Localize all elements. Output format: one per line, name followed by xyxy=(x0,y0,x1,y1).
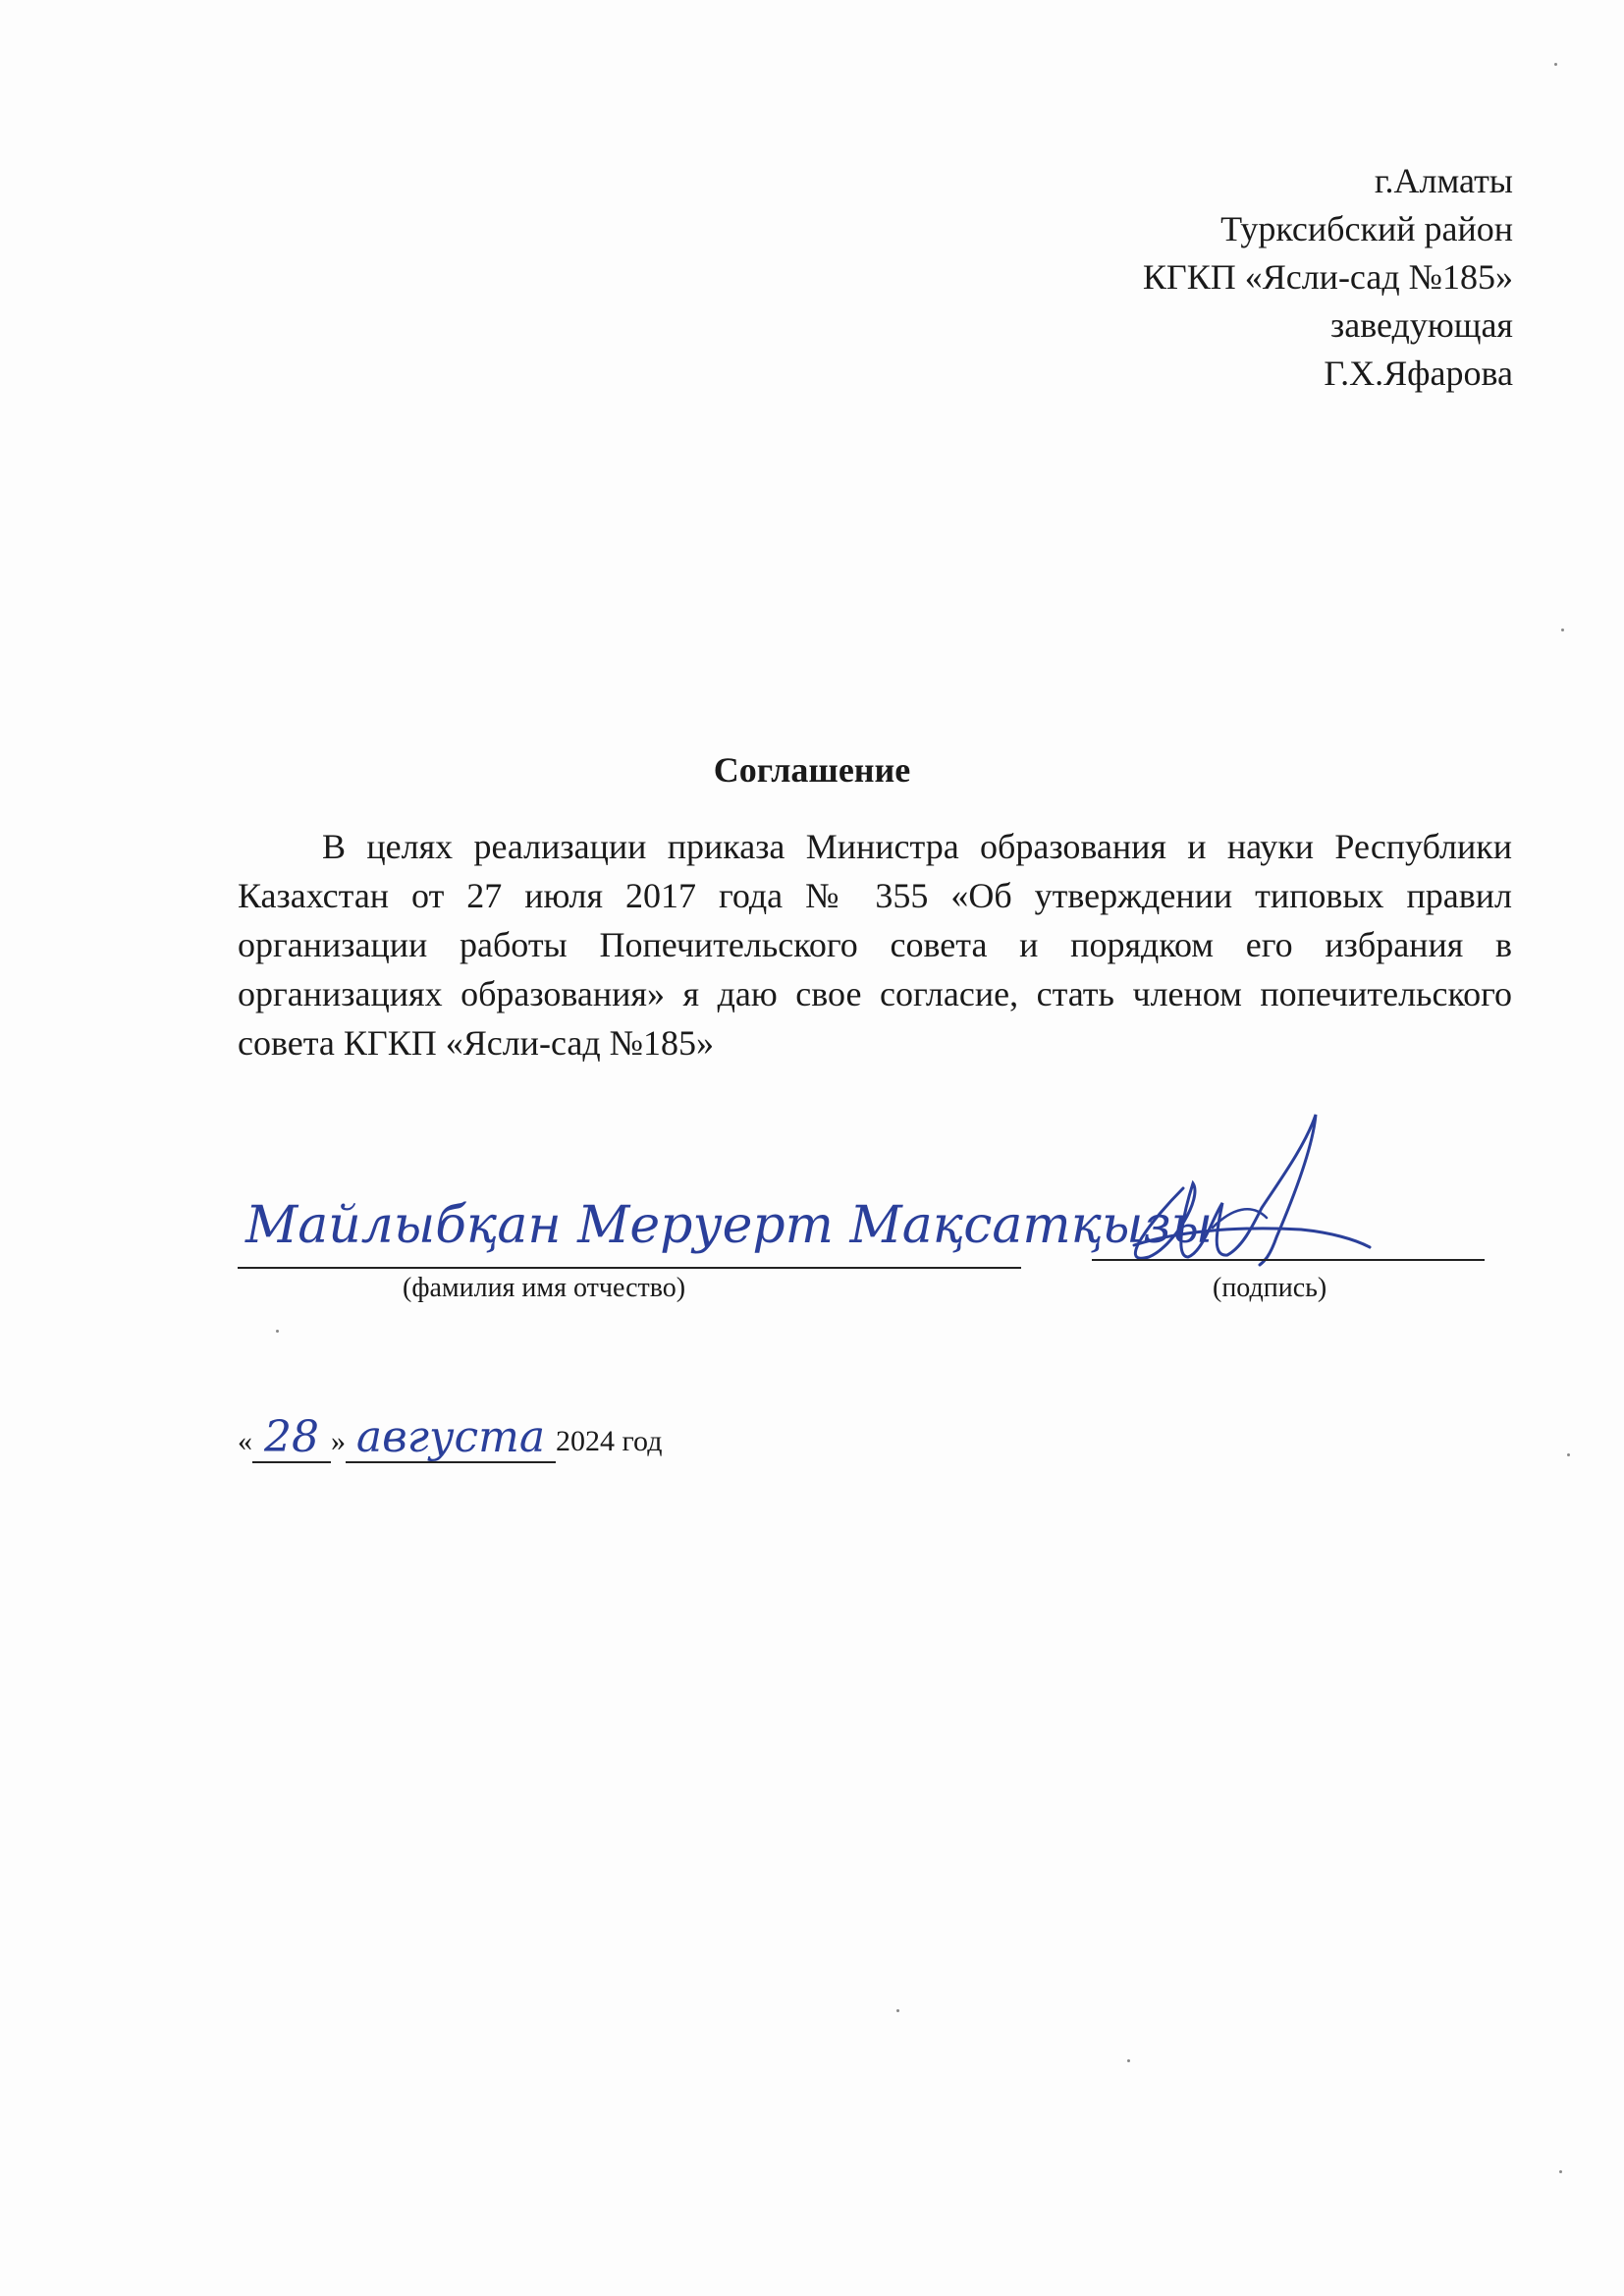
date-open-quote: « xyxy=(238,1425,252,1457)
date-row xyxy=(238,1412,663,1463)
addressee-block xyxy=(1143,157,1513,398)
addressee-organization: КГКП «Ясли-сад №185» xyxy=(1142,257,1513,297)
addressee-district: Турксибский район xyxy=(1220,209,1513,248)
scan-speck xyxy=(1567,1453,1570,1456)
name-caption: (фамилия имя отчество) xyxy=(403,1273,686,1303)
signature-underline xyxy=(1092,1259,1485,1261)
scan-speck xyxy=(1561,629,1564,631)
name-underline xyxy=(238,1267,1021,1269)
document-body: В целях реализации приказа Министра образования и науки Республики Казахстан от 27 июля 2017 года № 355 «Об утверждении типовых правил организации работы Попечительского совета и порядком его избрания в организациях образования» я даю свое согласие, стать членом попечительского совета КГКП «Ясли-сад №185» xyxy=(238,827,1512,1063)
scan-speck xyxy=(896,2009,899,2012)
signature-caption: (подпись) xyxy=(1213,1273,1327,1303)
scan-speck xyxy=(1127,2059,1130,2062)
scan-speck xyxy=(1554,63,1557,66)
addressee-city: г.Алматы xyxy=(1374,161,1513,200)
date-day-blank xyxy=(252,1412,331,1463)
handwritten-month: августа xyxy=(355,1412,546,1462)
date-year: 2024 год xyxy=(556,1425,663,1457)
handwritten-full-name: Майлыбқан Меруерт Мақсатқызы xyxy=(245,1196,1214,1255)
addressee-position: заведующая xyxy=(1330,305,1513,345)
date-month-blank xyxy=(346,1412,556,1463)
document-title: Соглашение xyxy=(713,750,911,790)
handwritten-day: 28 xyxy=(264,1412,319,1462)
date-close-quote: » xyxy=(331,1425,346,1457)
scan-speck xyxy=(1559,2170,1562,2173)
scan-speck xyxy=(276,1330,279,1333)
addressee-name: Г.Х.Яфарова xyxy=(1324,354,1513,393)
